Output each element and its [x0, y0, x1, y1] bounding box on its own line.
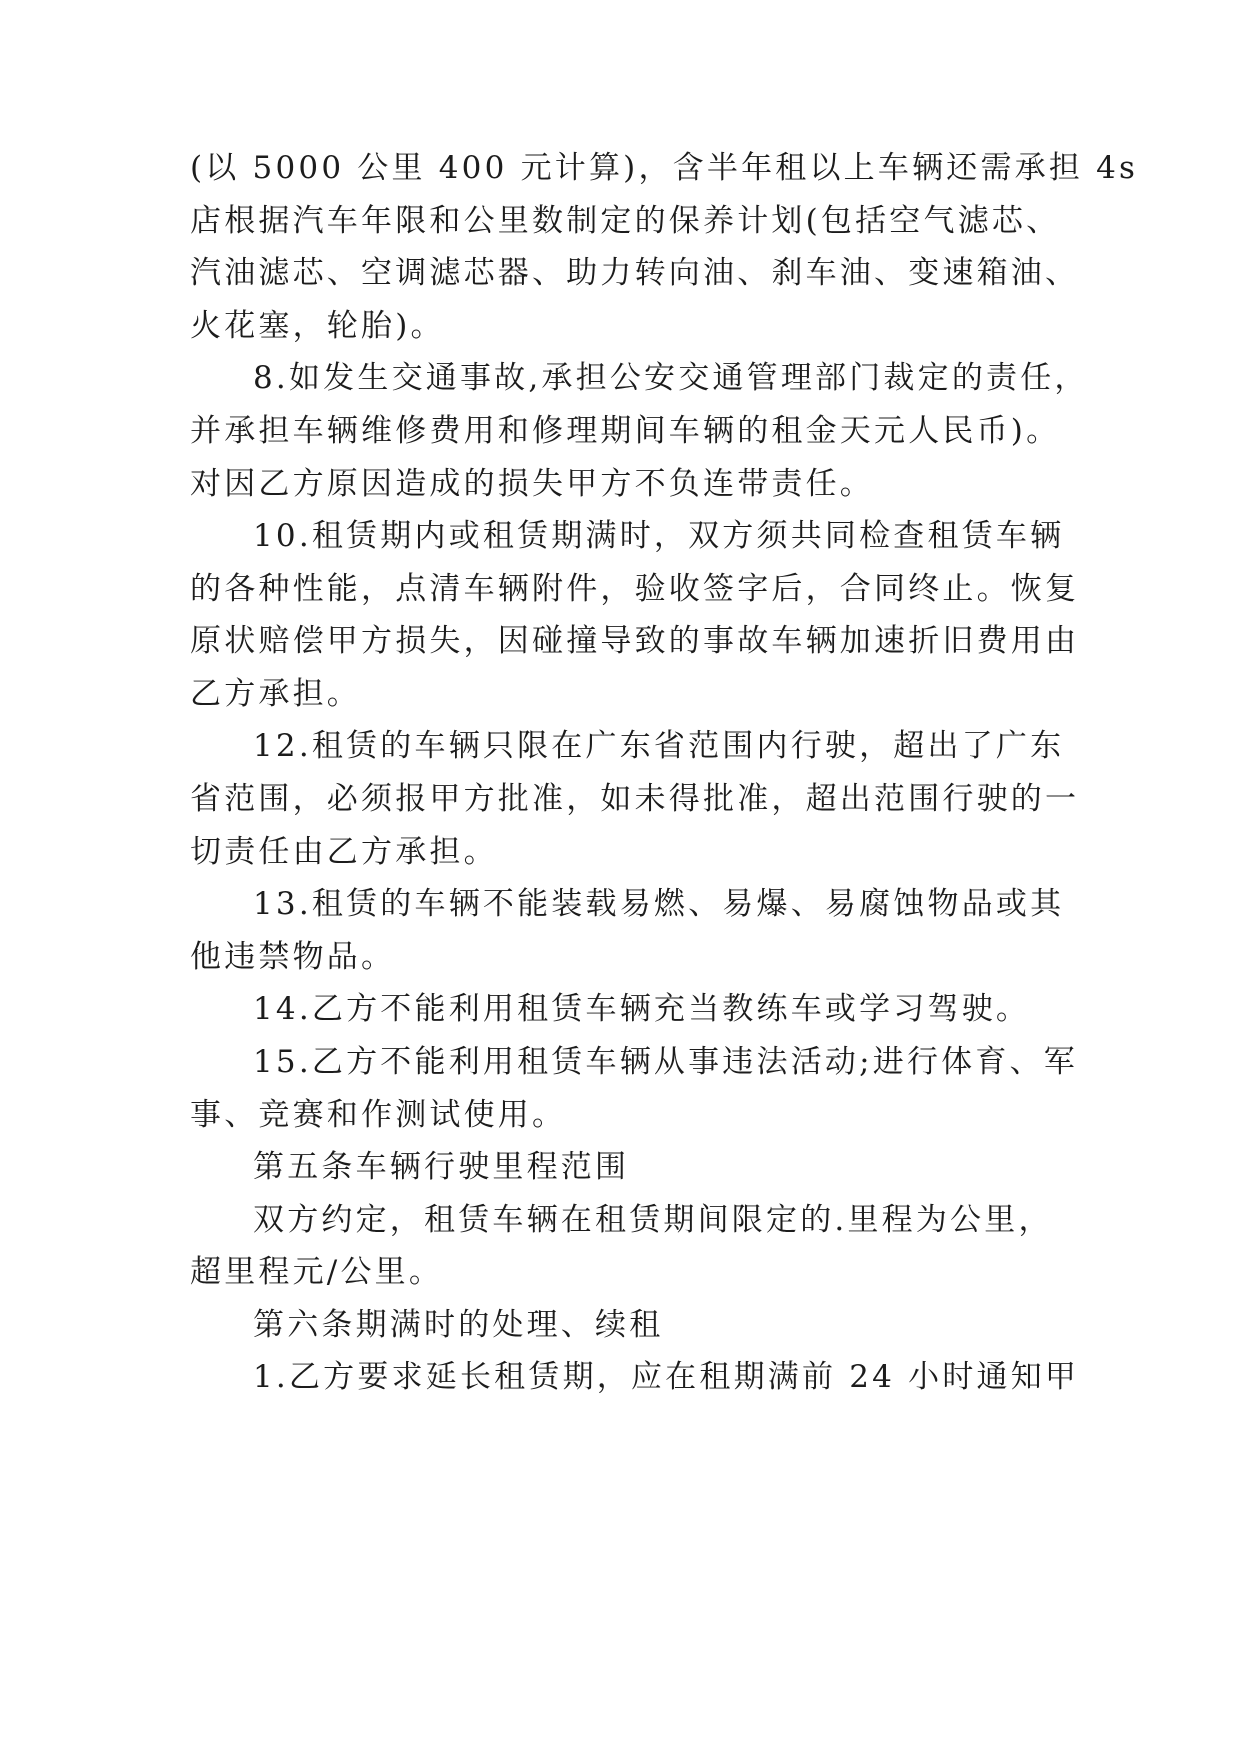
text-line: 15.乙方不能利用租赁车辆从事违法活动;进行体育、军: [253, 1044, 1078, 1080]
text-line: 13.租赁的车辆不能装载易燃、易爆、易腐蚀物品或其: [253, 886, 1065, 922]
text-line: 省范围，必须报甲方批准，如未得批准，超出范围行驶的一: [190, 781, 1080, 817]
text-line: 店根据汽车年限和公里数制定的保养计划(包括空气滤芯、: [190, 203, 1061, 239]
text-line: 超里程元/公里。: [190, 1254, 444, 1290]
text-line: 并承担车辆维修费用和修理期间车辆的租金天元人民币)。: [190, 413, 1061, 449]
text-line: 8.如发生交通事故,承担公安交通管理部门裁定的责任，: [253, 360, 1089, 396]
text-line: 事、竞赛和作测试使用。: [190, 1097, 567, 1133]
text-line: 12.租赁的车辆只限在广东省范围内行驶，超出了广东: [253, 728, 1065, 764]
text-line: 的各种性能，点清车辆附件，验收签字后，合同终止。恢复: [190, 571, 1080, 607]
section-heading: 第五条车辆行驶里程范围: [253, 1149, 630, 1185]
text-line: 汽油滤芯、空调滤芯器、助力转向油、刹车油、变速箱油、: [190, 255, 1080, 291]
text-line: 对因乙方原因造成的损失甲方不负连带责任。: [190, 466, 874, 502]
text-line: (以 5000 公里 400 元计算)，含半年租以上车辆还需承担 4s: [190, 150, 1139, 186]
text-line: 双方约定，租赁车辆在租赁期间限定的.里程为公里，: [253, 1202, 1053, 1238]
text-line: 他违禁物品。: [190, 939, 396, 975]
text-line: 原状赔偿甲方损失，因碰撞导致的事故车辆加速折旧费用由: [190, 623, 1080, 659]
text-line: 14.乙方不能利用租赁车辆充当教练车或学习驾驶。: [253, 991, 1031, 1027]
section-heading: 第六条期满时的处理、续租: [253, 1307, 664, 1343]
text-line: 切责任由乙方承担。: [190, 834, 498, 870]
text-line: 火花塞，轮胎)。: [190, 308, 445, 344]
text-line: 乙方承担。: [190, 676, 361, 712]
text-line: 1.乙方要求延长租赁期，应在租期满前 24 小时通知甲: [253, 1359, 1080, 1395]
text-line: 10.租赁期内或租赁期满时，双方须共同检查租赁车辆: [253, 518, 1065, 554]
